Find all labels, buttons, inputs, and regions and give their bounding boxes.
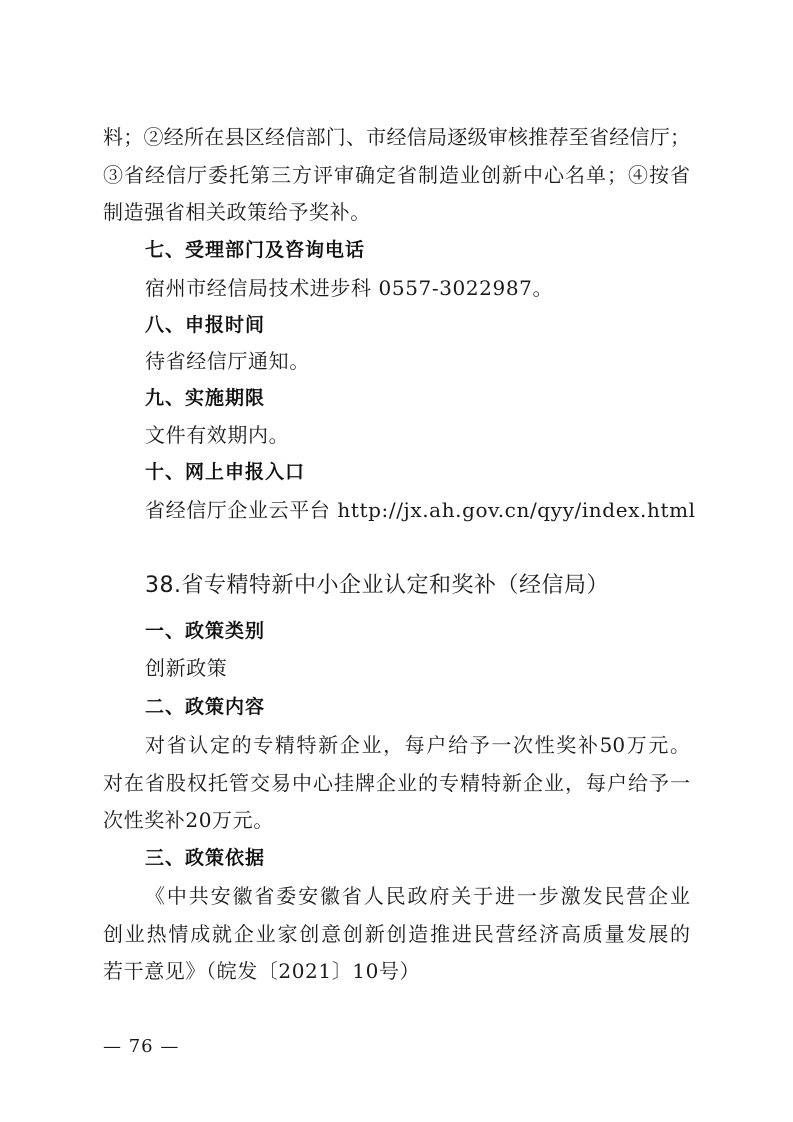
item-title: 38.省专精特新中小企业认定和奖补（经信局） — [145, 573, 609, 598]
body-line: 对省认定的专精特新企业，每户给予一次性奖补50万元。 — [145, 733, 690, 757]
body-line: 次性奖补20万元。 — [103, 808, 274, 832]
section-heading: 一、政策类别 — [145, 620, 266, 642]
body-line: 料；②经所在县区经信部门、市经信局逐级审核推荐至省经信厅； — [103, 125, 690, 149]
body-line: 创业热情成就企业家创意创新创造推进民营经济高质量发展的 — [103, 922, 690, 946]
body-line: 《中共安徽省委安徽省人民政府关于进一步激发民营企业 — [145, 884, 690, 908]
online-portal-line: 省经信厅企业云平台 http://jx.ah.gov.cn/qyy/index.html — [145, 498, 696, 522]
body-line: 宿州市经信局技术进步科 0557-3022987。 — [145, 276, 554, 300]
section-heading: 八、申报时间 — [145, 314, 266, 336]
section-heading: 七、受理部门及咨询电话 — [145, 239, 366, 261]
body-line: 文件有效期内。 — [145, 423, 290, 447]
body-line: ③省经信厅委托第三方评审确定省制造业创新中心名单；④按省 — [103, 163, 690, 187]
body-line: 创新政策 — [145, 656, 228, 680]
body-line: 制造强省相关政策给予奖补。 — [103, 200, 371, 224]
section-heading: 九、实施期限 — [145, 387, 266, 409]
body-line: 若干意见》（皖发〔2021〕10号） — [103, 959, 421, 983]
body-line: 待省经信厅通知。 — [145, 349, 310, 373]
section-heading: 三、政策依据 — [145, 847, 266, 869]
section-heading: 十、网上申报入口 — [145, 461, 306, 483]
section-heading: 二、政策内容 — [145, 696, 266, 718]
page-number: — 76 — — [103, 1036, 180, 1057]
body-line: 对在省股权托管交易中心挂牌企业的专精特新企业，每户给予一 — [103, 771, 690, 795]
